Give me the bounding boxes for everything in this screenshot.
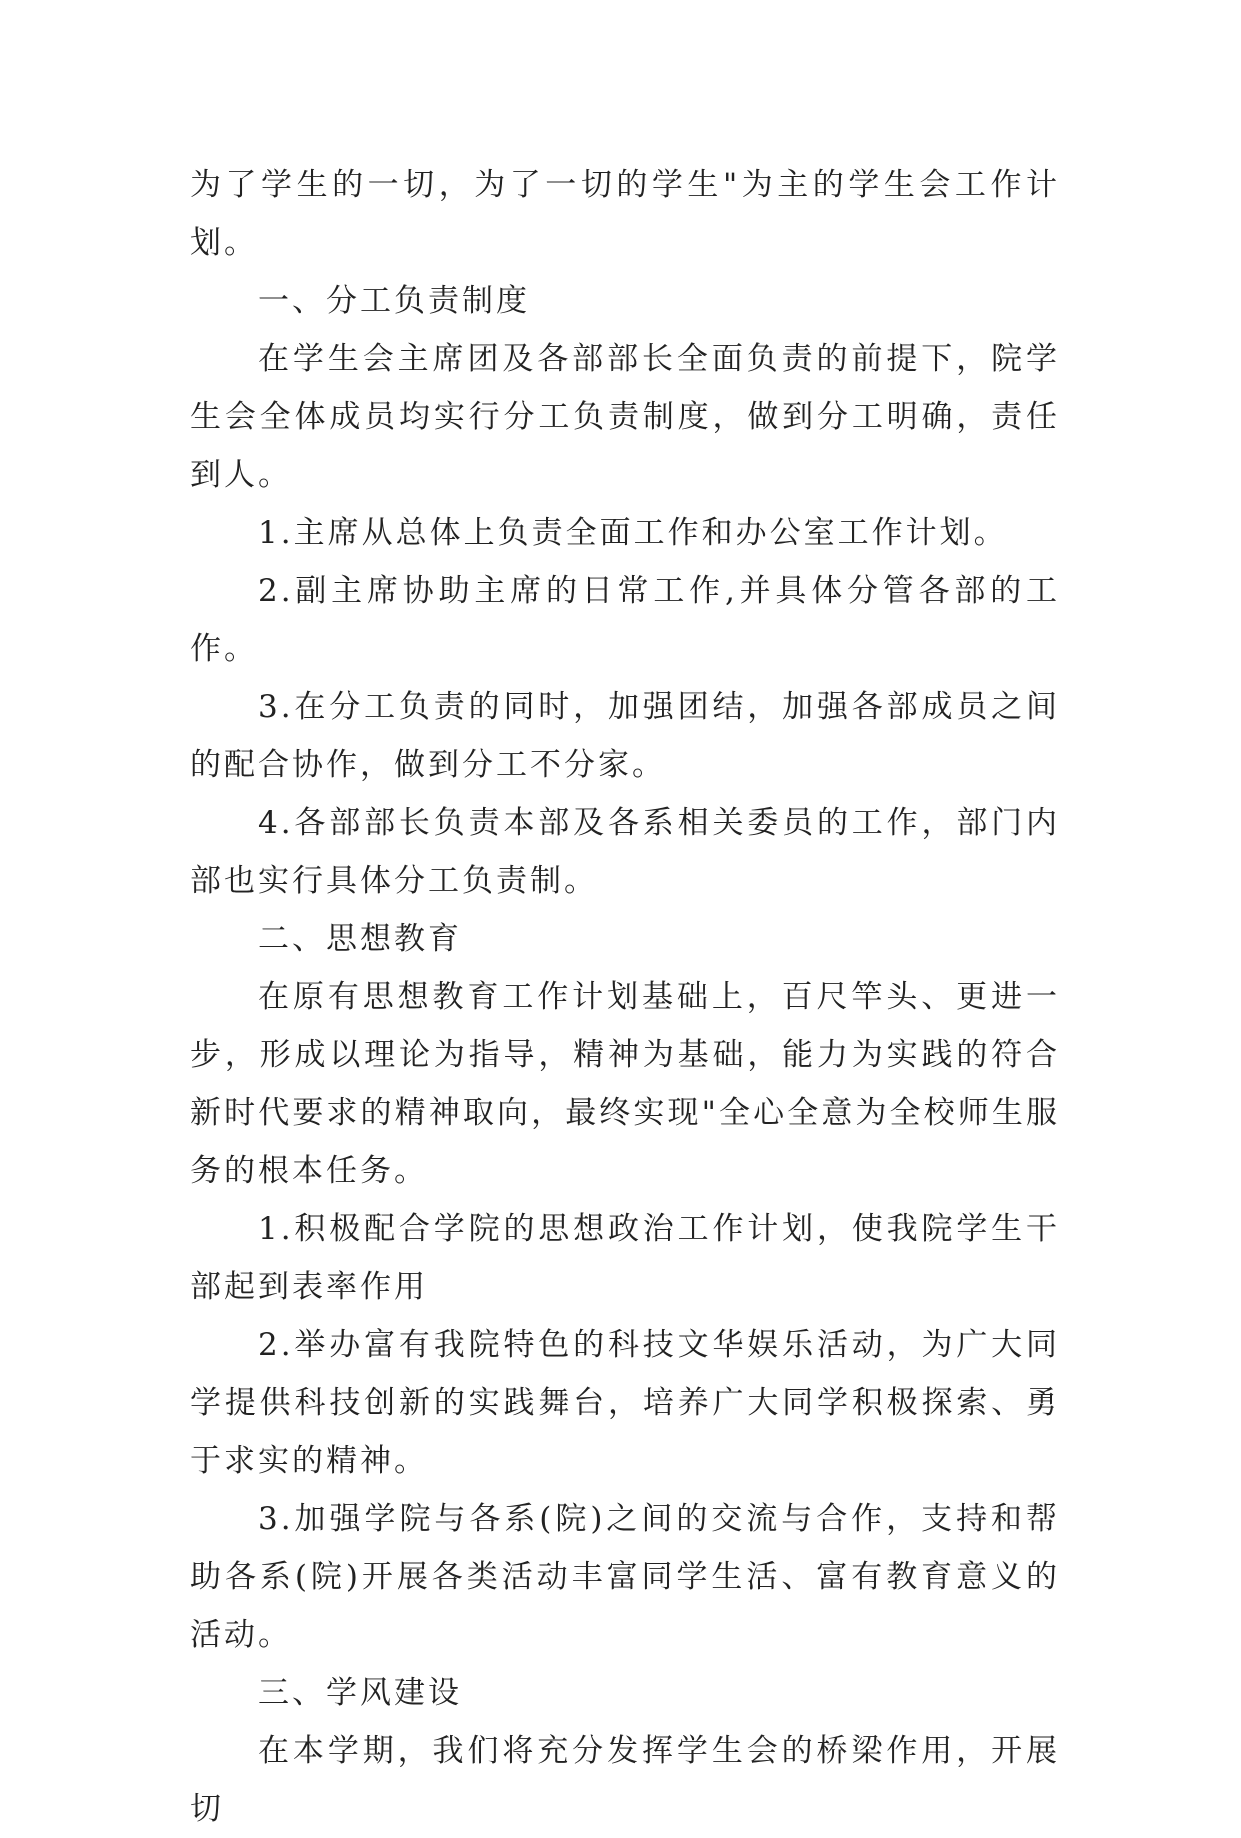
list-item: 4.各部部长负责本部及各系相关委员的工作，部门内部也实行具体分工负责制。 — [190, 805, 1060, 899]
list-item: 3.加强学院与各系(院)之间的交流与合作，支持和帮助各系(院)开展各类活动丰富同学生活、富有教育意义的活动。 — [190, 1501, 1060, 1653]
list-item: 2.副主席协助主席的日常工作,并具体分管各部的工作。 — [190, 573, 1060, 667]
section-heading: 二、思想教育 — [258, 921, 462, 957]
paragraph: 在学生会主席团及各部部长全面负责的前提下，院学生会全体成员均实行分工负责制度，做到分工明确，责任到人。 — [190, 341, 1060, 493]
list-item: 1.积极配合学院的思想政治工作计划，使我院学生干部起到表率作用 — [190, 1211, 1060, 1305]
list-item: 2.举办富有我院特色的科技文华娱乐活动，为广大同学提供科技创新的实践舞台，培养广大同学积极探索、勇于求实的精神。 — [190, 1327, 1060, 1479]
list-item: 1.主席从总体上负责全面工作和办公室工作计划。 — [258, 515, 1008, 551]
section-heading: 三、学风建设 — [258, 1675, 462, 1711]
document-body — [190, 156, 1060, 1838]
paragraph: 在原有思想教育工作计划基础上，百尺竿头、更进一步，形成以理论为指导，精神为基础，能力为实践的符合新时代要求的精神取向，最终实现"全心全意为全校师生服务的根本任务。 — [190, 979, 1060, 1189]
section-heading: 一、分工负责制度 — [258, 283, 530, 319]
paragraph: 在本学期，我们将充分发挥学生会的桥梁作用，开展切 — [190, 1733, 1060, 1827]
list-item: 3.在分工负责的同时，加强团结，加强各部成员之间的配合协作，做到分工不分家。 — [190, 689, 1060, 783]
paragraph: 为了学生的一切，为了一切的学生"为主的学生会工作计划。 — [190, 167, 1060, 261]
